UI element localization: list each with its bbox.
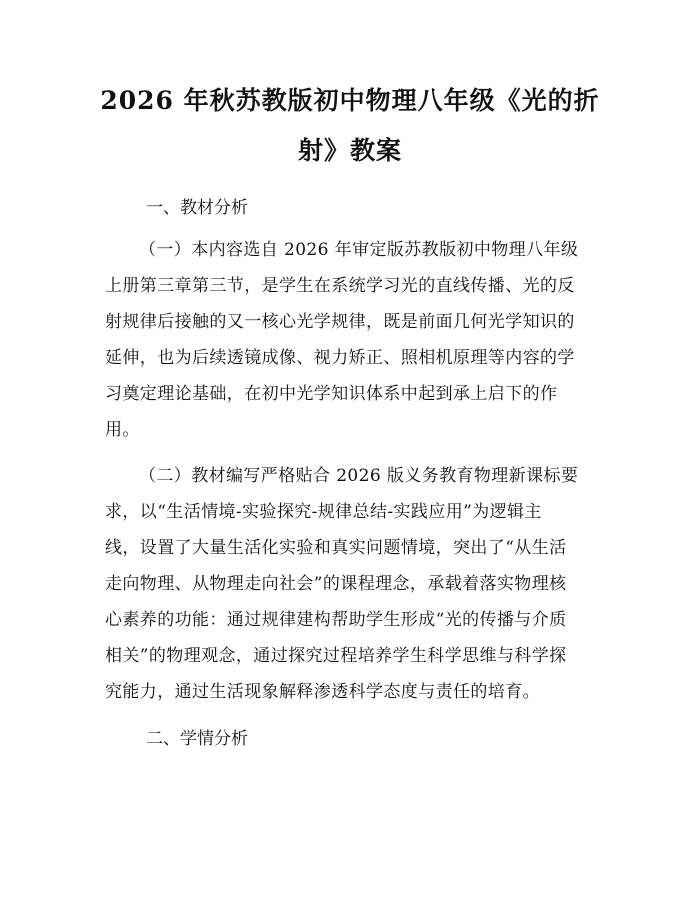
paragraph-1-line: 射规律后接触的又一核心光学规律，既是前面几何光学知识的: [105, 312, 575, 332]
paragraph-2-line: 究能力，通过生活现象解释渗透科学态度与责任的培育。: [105, 682, 540, 702]
document-title-line-1: 2026 年秋苏教版初中物理八年级《光的折: [100, 86, 600, 115]
paragraph-2-line: 相关”的物理观念，通过探究过程培养学生科学思维与科学探: [105, 646, 567, 666]
paragraph-1-line: 上册第三章第三节，是学生在系统学习光的直线传播、光的反: [105, 276, 575, 296]
section-heading-textbook-analysis: 一、教材分析: [146, 198, 248, 218]
paragraph-1-line: （一）本内容选自 2026 年审定版苏教版初中物理八年级: [139, 240, 579, 260]
paragraph-1-line: 用。: [105, 420, 140, 440]
paragraph-1: [105, 232, 595, 448]
paragraph-1-line: 延伸，也为后续透镜成像、视力矫正、照相机原理等内容的学: [105, 348, 575, 368]
paragraph-2-line: 心素养的功能：通过规律建构帮助学生形成“光的传播与介质: [105, 610, 567, 630]
paragraph-2-line: （二）教材编写严格贴合 2026 版义务教育物理新课标要: [139, 466, 579, 486]
paragraph-2: [105, 458, 595, 710]
paragraph-2-line: 走向物理、从物理走向社会”的课程理念，承载着落实物理核: [105, 574, 567, 594]
section-heading-student-analysis: 二、学情分析: [146, 729, 248, 749]
document-title-line-2: 射》教案: [297, 136, 402, 165]
paragraph-2-line: 线，设置了大量生活化实验和真实问题情境，突出了“从生活: [105, 538, 567, 558]
paragraph-1-line: 习奠定理论基础，在初中光学知识体系中起到承上启下的作: [105, 384, 558, 404]
paragraph-2-line: 求，以“生活情境-实验探究-规律总结-实践应用”为逻辑主: [105, 502, 542, 522]
